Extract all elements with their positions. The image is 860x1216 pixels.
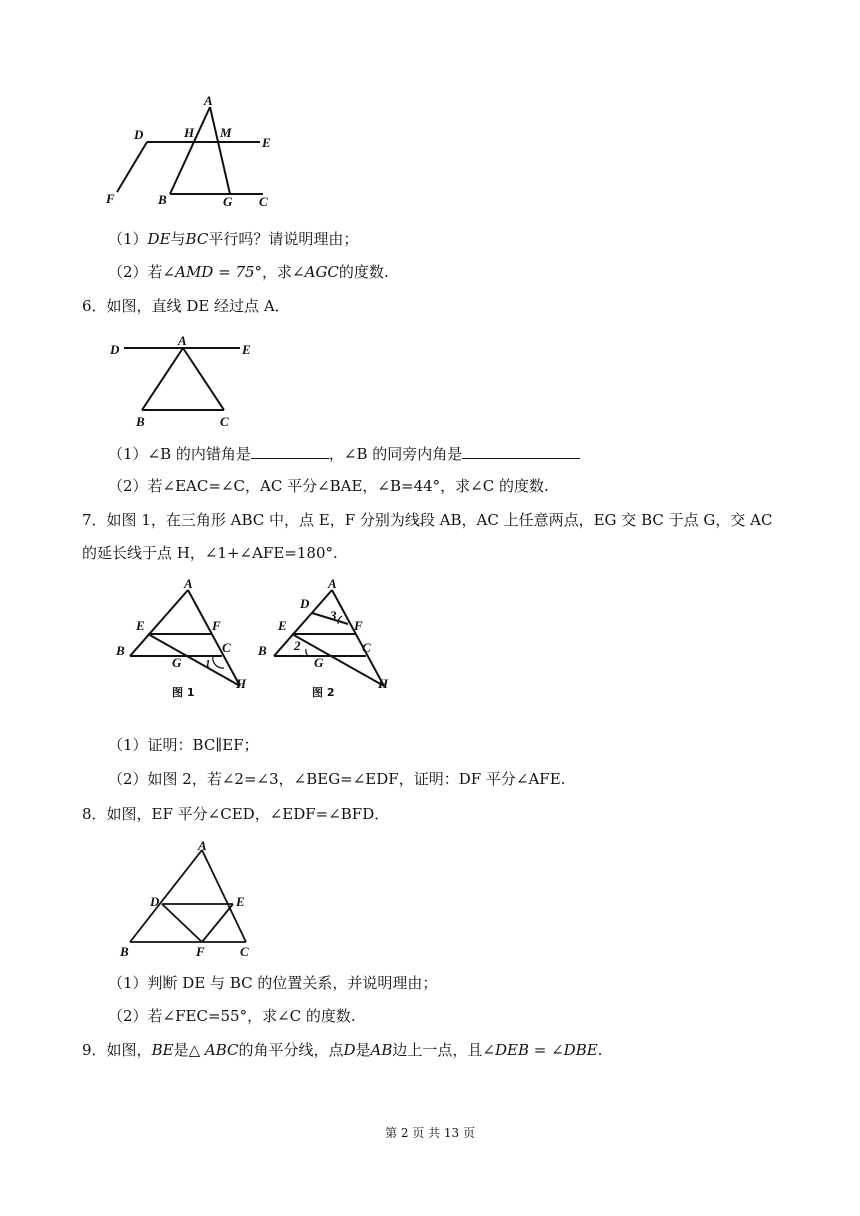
label-G: G bbox=[172, 655, 182, 670]
q7-figure-2 bbox=[256, 576, 396, 700]
q6-figure bbox=[108, 332, 268, 430]
q7-figure-1 bbox=[112, 576, 252, 700]
label-C: C bbox=[259, 194, 268, 209]
label-B: B bbox=[120, 944, 129, 959]
label-A: A bbox=[184, 576, 193, 591]
label-F: F bbox=[212, 618, 221, 633]
label-D: D bbox=[134, 127, 144, 142]
label-B: B bbox=[258, 643, 267, 658]
label-E: E bbox=[262, 135, 271, 150]
q6-sub2: （2）若∠EAC=∠C，AC 平分∠BAE，∠B=44°，求∠C 的度数. bbox=[108, 477, 549, 495]
q8-stem: 8．如图，EF 平分∠CED，∠EDF=∠BFD． bbox=[82, 805, 390, 823]
label-C: C bbox=[220, 414, 229, 429]
q8-sub1: （1）判断 DE 与 BC 的位置关系，并说明理由； bbox=[108, 974, 438, 992]
label-E: E bbox=[242, 342, 251, 357]
figure-caption-2: 图 2 bbox=[312, 686, 335, 699]
q5-sub2: （2）若∠AMD = 75°，求∠AGC的度数. bbox=[108, 263, 389, 281]
label-C: C bbox=[362, 640, 371, 655]
label-A: A bbox=[204, 93, 213, 108]
q7-sub1: （1）证明：BC∥EF； bbox=[108, 736, 259, 754]
label-D: D bbox=[110, 342, 120, 357]
figure-caption-1: 图 1 bbox=[172, 686, 195, 699]
label-A: A bbox=[178, 333, 187, 348]
label-F: F bbox=[354, 618, 363, 633]
label-C: C bbox=[240, 944, 249, 959]
label-H: H bbox=[378, 676, 389, 691]
label-G: G bbox=[223, 194, 233, 209]
label-angle-1: 1 bbox=[205, 658, 211, 670]
label-B: B bbox=[136, 414, 145, 429]
page-footer: 第 2 页 共 13 页 bbox=[385, 1126, 475, 1140]
label-A: A bbox=[198, 838, 207, 853]
label-B: B bbox=[116, 643, 125, 658]
q7-stem-line1: 7．如图 1，在三角形 ABC 中，点 E，F 分别为线段 AB，AC 上任意两点，EG 交 BC 于点 G，交 AC bbox=[82, 511, 773, 529]
label-angle-2: 2 bbox=[294, 638, 301, 653]
label-F: F bbox=[106, 191, 115, 206]
answer-blank-1 bbox=[251, 443, 329, 459]
label-E: E bbox=[136, 618, 145, 633]
label-angle-3: 3 bbox=[330, 608, 337, 623]
q9-stem: 9．如图，BE是△ ABC的角平分线，点D是AB边上一点，且∠DEB = ∠DBE. bbox=[82, 1041, 603, 1059]
q5-figure bbox=[100, 92, 290, 214]
label-D: D bbox=[300, 596, 310, 611]
label-G: G bbox=[314, 655, 324, 670]
label-H: H bbox=[184, 125, 195, 140]
q8-figure bbox=[116, 838, 264, 962]
q7-stem-line2: 的延长线于点 H，∠1+∠AFE=180°. bbox=[82, 544, 338, 562]
q7-sub2: （2）如图 2，若∠2=∠3，∠BEG=∠EDF，证明：DF 平分∠AFE. bbox=[108, 770, 566, 788]
label-E: E bbox=[236, 894, 245, 909]
label-F: F bbox=[196, 944, 205, 959]
answer-blank-2 bbox=[462, 443, 580, 459]
label-M: M bbox=[220, 125, 232, 140]
q5-sub1: （1）DE与BC平行吗？请说明理由； bbox=[108, 230, 359, 248]
label-E: E bbox=[278, 618, 287, 633]
q8-sub2: （2）若∠FEC=55°，求∠C 的度数. bbox=[108, 1007, 356, 1025]
label-D: D bbox=[150, 894, 160, 909]
label-B: B bbox=[158, 192, 167, 207]
q6-sub1: （1）∠B 的内错角是 ，∠B 的同旁内角是 bbox=[108, 443, 580, 464]
label-C: C bbox=[222, 640, 231, 655]
label-A: A bbox=[328, 576, 337, 591]
label-H: H bbox=[236, 676, 247, 691]
q6-stem: 6．如图，直线 DE 经过点 A． bbox=[82, 297, 290, 315]
